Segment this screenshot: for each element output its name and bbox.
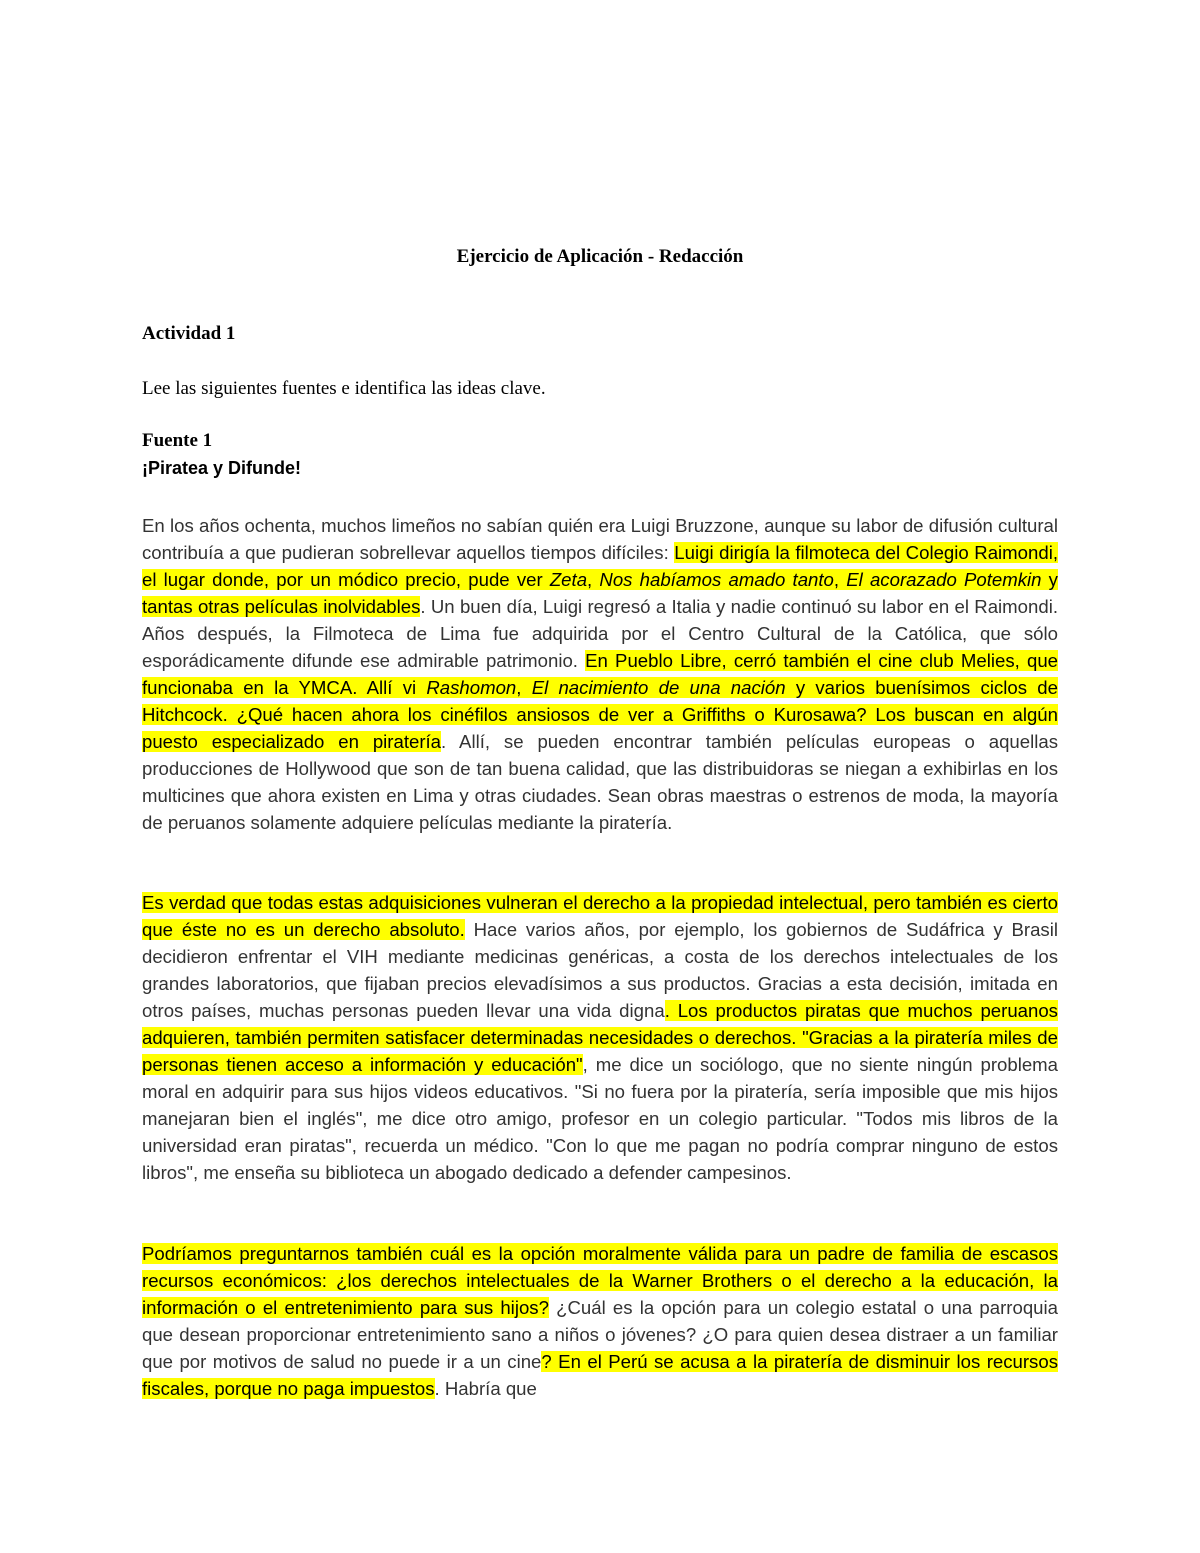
highlighted-text: Nos habíamos amado tanto bbox=[599, 569, 834, 590]
text-segment: Hace varios años, por ejemplo, los gobiernos de Sudáfrica y Brasil decidieron enfrentar el VIH mediante medicinas genéricas, a costa de los derechos intelectuales de los grandes laboratorios, que fijaban precios elevadísimos a sus productos. Gracias a esta decisión, imitada en otros países, muchas personas pueden llevar una vida digna bbox=[142, 919, 1058, 1021]
activity-heading: Actividad 1 bbox=[142, 323, 236, 344]
highlighted-text: . Los productos piratas que muchos peruanos adquieren, también permiten satisfacer determinadas necesidades o derechos. "Gracias a la piratería miles de personas tienen acceso a información y educación" bbox=[142, 1000, 1058, 1075]
text-segment: . Allí, se pueden encontrar también películas europeas o aquellas producciones de Hollywood que son de tan buena calidad, que las distribuidoras se niegan a exhibirlas en los multicines que ahora existen en Lima y otras ciudades. Sean obras maestras o estrenos de moda, la mayoría de peruanos solamente adquiere películas mediante la piratería. bbox=[142, 731, 1058, 833]
paragraph-2 bbox=[142, 889, 1058, 1186]
paragraph-1 bbox=[142, 512, 1058, 836]
highlighted-text: Zeta bbox=[549, 569, 588, 590]
instruction-text: Lee las siguientes fuentes e identifica las ideas clave. bbox=[142, 378, 546, 399]
highlighted-text: El acorazado Potemkin bbox=[846, 569, 1042, 590]
page-title: Ejercicio de Aplicación - Redacción bbox=[456, 246, 744, 267]
source-title: ¡Piratea y Difunde! bbox=[142, 458, 302, 478]
text-segment: ¿Cuál es la opción para un colegio estatal o una parroquia que desean proporcionar entretenimiento sano a niños o jóvenes? ¿O para quien desea distraer a un familiar que por motivos de salud no puede ir a un cine bbox=[142, 1297, 1058, 1372]
highlighted-text: El nacimiento de una nación bbox=[531, 677, 786, 698]
highlighted-text: Rashomon bbox=[426, 677, 517, 698]
highlighted-text: , bbox=[516, 677, 532, 698]
highlighted-text: , bbox=[833, 569, 847, 590]
text-segment: . Habría que bbox=[434, 1378, 537, 1399]
highlighted-text: En Pueblo Libre, cerró también el cine club Melies, que funcionaba en la YMCA. Allí vi bbox=[142, 650, 1058, 698]
highlighted-text: , bbox=[587, 569, 600, 590]
text-segment: En los años ochenta, muchos limeños no sabían quién era Luigi Bruzzone, aunque su labor de difusión cultural contribuía a que pudieran sobrellevar aquellos tiempos difíciles: bbox=[142, 515, 1058, 563]
paragraph-3 bbox=[142, 1240, 1058, 1402]
highlighted-text: ? En el Perú se acusa a la piratería de disminuir los recursos fiscales, porque no paga impuestos bbox=[142, 1351, 1058, 1399]
highlighted-text: y varios buenísimos ciclos de Hitchcock. ¿Qué hacen ahora los cinéfilos ansiosos de ver a Griffiths o Kurosawa? Los buscan en algún puesto especializado en piratería bbox=[142, 677, 1058, 752]
highlighted-text: Podríamos preguntarnos también cuál es la opción moralmente válida para un padre de familia de escasos recursos económicos: ¿los derechos intelectuales de la Warner Brothers o el derecho a la educación, la información o el entretenimiento para sus hijos? bbox=[142, 1243, 1058, 1318]
highlighted-text: y tantas otras películas inolvidables bbox=[142, 569, 1058, 617]
source-heading: Fuente 1 bbox=[142, 430, 213, 451]
highlighted-text: Luigi dirigía la filmoteca del Colegio Raimondi, el lugar donde, por un módico precio, pude ver bbox=[142, 542, 1058, 590]
highlighted-text: Es verdad que todas estas adquisiciones vulneran el derecho a la propiedad intelectual, pero también es cierto que éste no es un derecho absoluto. bbox=[142, 892, 1058, 940]
text-segment: . Un buen día, Luigi regresó a Italia y nadie continuó su labor en el Raimondi. Años después, la Filmoteca de Lima fue adquirida por el Centro Cultural de la Católica, que sólo esporádicamente difunde ese admirable patrimonio. bbox=[142, 596, 1058, 671]
text-segment: , me dice un sociólogo, que no siente ningún problema moral en adquirir para sus hijos videos educativos. "Si no fuera por la piratería, sería imposible que mis hijos manejaran bien el inglés", me dice otro amigo, profesor en un colegio particular. "Todos mis libros de la universidad eran piratas", recuerda un médico. "Con lo que me pagan no podría comprar ninguno de estos libros", me enseña su biblioteca un abogado dedicado a defender campesinos. bbox=[142, 1054, 1058, 1183]
